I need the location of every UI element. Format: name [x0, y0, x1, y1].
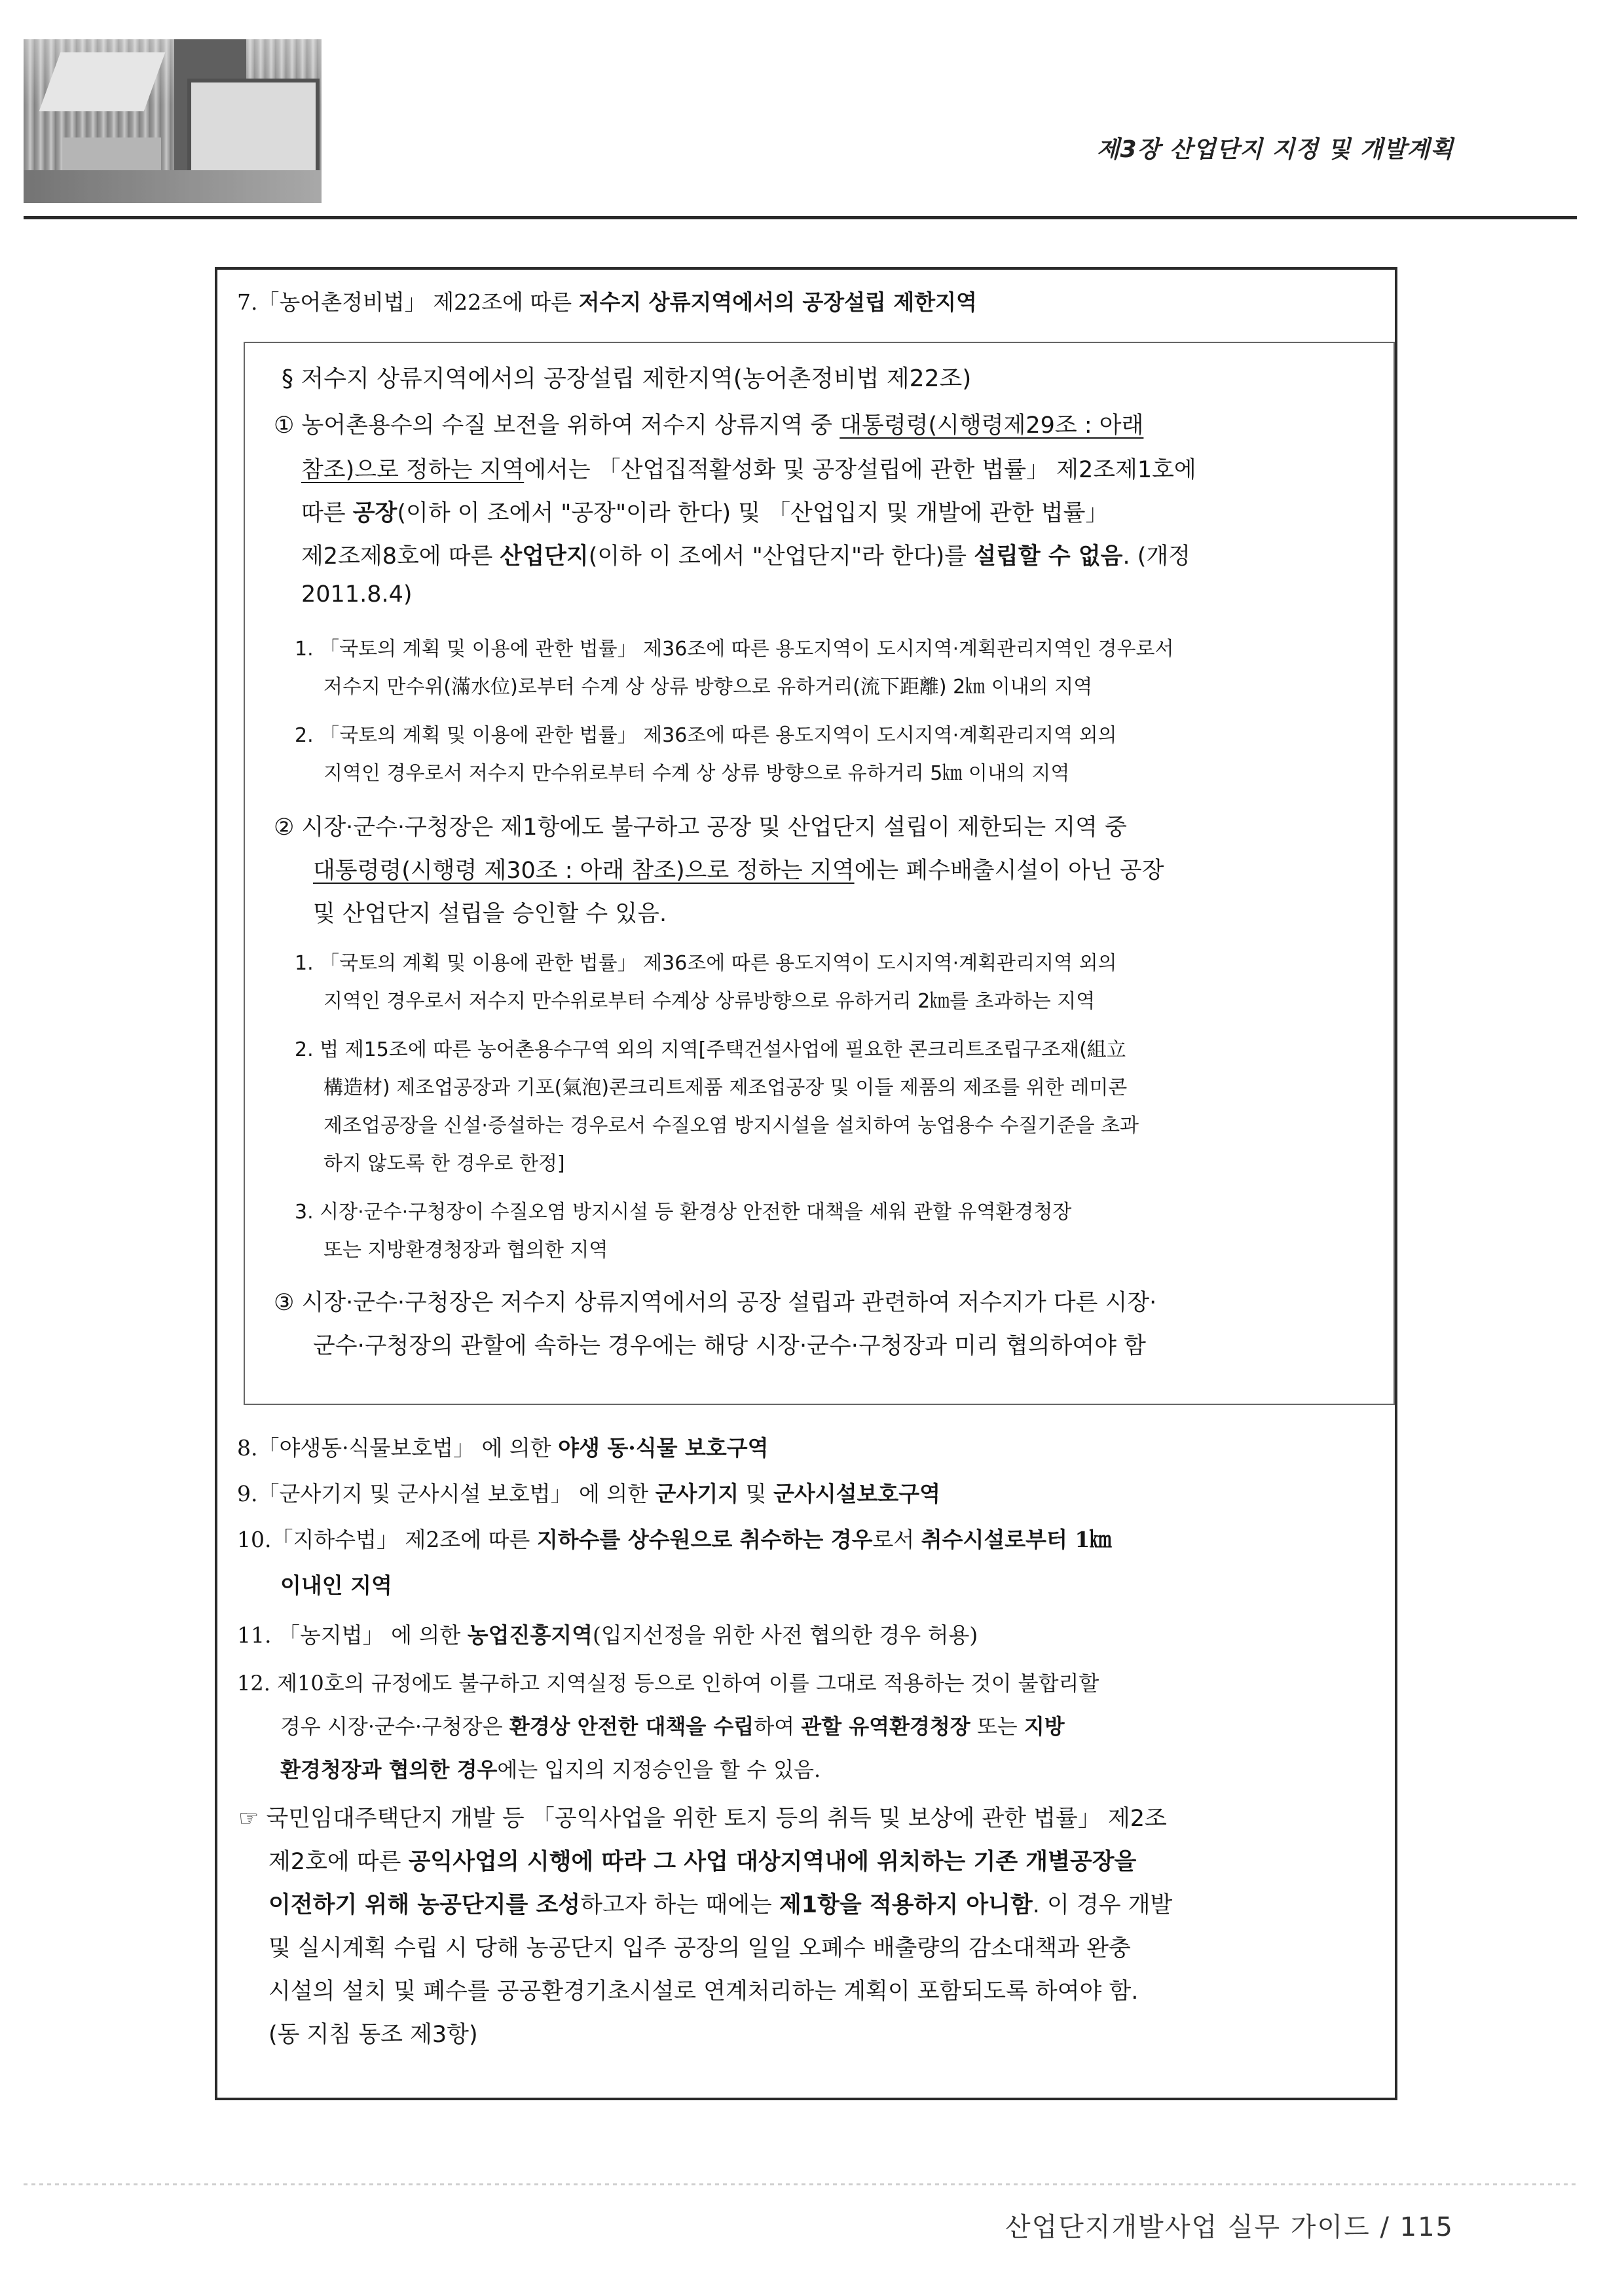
item-9: 9.「군사기지 및 군사시설 보호법」 에 의한 군사기지 및 군사시설보호구역 [237, 1481, 941, 1506]
note-line-5: 시설의 설치 및 폐수를 공공환경기초시설로 연계처리하는 계획이 포함되도록 하여야 함. [268, 1978, 1139, 2005]
para-2-sub-2-line-4: 하지 않도록 한 경우로 한정] [323, 1152, 565, 1175]
para-2-sub-2-line-3: 제조업공장을 신설·증설하는 경우로서 수질오염 방지시설을 설치하여 농업용수 수질기준을 초과 [323, 1114, 1139, 1137]
para-1-line-4: 제2조제8호에 따른 산업단지(이하 이 조에서 "산업단지"라 한다)를 설립할 수 없음. (개정 [301, 543, 1190, 570]
note-line-4: 및 실시계획 수립 시 당해 농공단지 입주 공장의 일일 오폐수 배출량의 감소대책과 완충 [268, 1935, 1131, 1961]
para-2-sub-2-line-1: 2. 법 제15조에 따른 농어촌용수구역 외의 지역[주택건설사업에 필요한 콘크리트조립구조재(組立 [295, 1038, 1126, 1061]
underlined-text: 대통령령(시행령제29조 : 아래 [840, 412, 1144, 439]
para-2-sub-3-line-1: 3. 시장·군수·구청장이 수질오염 방지시설 등 환경상 안전한 대책을 세워 관할 유역환경청장 [295, 1201, 1072, 1224]
para-2-sub-3-line-2: 또는 지방환경청장과 협의한 지역 [323, 1239, 608, 1262]
note-line-1: ☞ 국민임대주택단지 개발 등 「공익사업을 위한 토지 등의 취득 및 보상에 관한 법률」 제2조 [238, 1806, 1167, 1832]
pointing-hand-icon: ☞ [238, 1806, 259, 1832]
para-1-line-1: ① 농어촌용수의 수질 보전을 위하여 저수지 상류지역 중 대통령령(시행령제29조 : 아래 [274, 412, 1144, 439]
para-1-sub-1-line-1: 1. 「국토의 계획 및 이용에 관한 법률」 제36조에 따른 용도지역이 도시지역·계획관리지역인 경우로서 [295, 638, 1174, 661]
para-1-line-5: 2011.8.4) [301, 581, 413, 608]
para-1-sub-2-line-1: 2. 「국토의 계획 및 이용에 관한 법률」 제36조에 따른 용도지역이 도시지역·계획관리지역 외의 [295, 724, 1117, 747]
para-1-sub-2-line-2: 지역인 경우로서 저수지 만수위로부터 수계 상 상류 방향으로 유하거리 5㎞ 이내의 지역 [323, 762, 1070, 785]
underlined-text: 대통령령(시행령 제30조 : 아래 참조)으로 정하는 지역 [313, 858, 855, 884]
chapter-title: 제3장 산업단지 지정 및 개발계획 [1096, 136, 1454, 163]
footer-divider [24, 2183, 1577, 2185]
item-12-line-3: 환경청장과 협의한 경우에는 입지의 지정승인을 할 수 있음. [280, 1757, 821, 1782]
item-10-line-1: 10.「지하수법」 제2조에 따른 지하수를 상수원으로 취수하는 경우로서 취수시설로부터 1㎞ [237, 1527, 1112, 1552]
item-text: 「농어촌정비법」 제22조에 따른 [257, 289, 579, 315]
para-1-line-3: 따른 공장(이하 이 조에서 "공장"이라 한다) 및 「산업입지 및 개발에 관한 법률」 [301, 500, 1109, 526]
item-10-line-2: 이내인 지역 [280, 1573, 392, 1598]
para-2-line-3: 및 산업단지 설립을 승인할 수 있음. [313, 901, 667, 927]
header-divider [24, 216, 1577, 219]
para-2-sub-2-line-2: 構造材) 제조업공장과 기포(氣泡)콘크리트제품 제조업공장 및 이들 제품의 제조를 위한 레미콘 [323, 1076, 1128, 1099]
underlined-text: 참조)으로 정하는 지역 [301, 457, 525, 483]
item-12-line-1: 12. 제10호의 규정에도 불구하고 지역실정 등으로 인하여 이를 그대로 적용하는 것이 불합리할 [237, 1671, 1099, 1696]
para-1-line-2: 참조)으로 정하는 지역에서는 「산업집적활성화 및 공장설립에 관한 법률」 제2조제1호에 [301, 457, 1196, 483]
note-line-6: (동 지침 동조 제3항) [268, 2022, 478, 2048]
item-12-line-2: 경우 시장·군수·구청장은 환경상 안전한 대책을 수립하여 관할 유역환경청장 또는 지방 [280, 1714, 1065, 1739]
page-footer: 산업단지개발사업 실무 가이드 / 115 [1005, 2212, 1454, 2242]
para-marker: ③ [274, 1290, 295, 1316]
para-1-sub-1-line-2: 저수지 만수위(滿水位)로부터 수계 상 상류 방향으로 유하거리(流下距離) 2㎞ 이내의 지역 [323, 676, 1093, 699]
para-2-line-1: ② 시장·군수·구청장은 제1항에도 불구하고 공장 및 산업단지 설립이 제한되는 지역 중 [274, 814, 1127, 841]
item-7 [237, 285, 977, 316]
item-8: 8.「야생동·식물보호법」 에 의한 야생 동·식물 보호구역 [237, 1435, 769, 1461]
item-number: 7. [237, 289, 258, 315]
para-marker: ① [274, 412, 295, 439]
para-2-line-2: 대통령령(시행령 제30조 : 아래 참조)으로 정하는 지역에는 폐수배출시설이 아닌 공장 [313, 858, 1164, 884]
para-2-sub-1-line-1: 1. 「국토의 계획 및 이용에 관한 법률」 제36조에 따른 용도지역이 도시지역·계획관리지역 외의 [295, 952, 1117, 975]
law-excerpt-title: § 저수지 상류지역에서의 공장설립 제한지역(농어촌정비법 제22조) [282, 365, 972, 392]
para-marker: ② [274, 814, 295, 841]
para-2-sub-1-line-2: 지역인 경우로서 저수지 만수위로부터 수계상 상류방향으로 유하거리 2㎞를 초과하는 지역 [323, 990, 1096, 1013]
item-11: 11. 「농지법」 에 의한 농업진흥지역(입지선정을 위한 사전 협의한 경우 허용) [237, 1622, 978, 1648]
note-line-2: 제2호에 따른 공익사업의 시행에 따라 그 사업 대상지역내에 위치하는 기존 개별공장을 [268, 1849, 1137, 1875]
chapter-header-image [24, 39, 322, 203]
item-emphasis: 저수지 상류지역에서의 공장설립 제한지역 [578, 289, 977, 315]
para-3-line-1: ③ 시장·군수·구청장은 저수지 상류지역에서의 공장 설립과 관련하여 저수지가 다른 시장· [274, 1290, 1157, 1316]
para-3-line-2: 군수·구청장의 관할에 속하는 경우에는 해당 시장·군수·구청장과 미리 협의하여야 함 [313, 1333, 1146, 1359]
note-line-3: 이전하기 위해 농공단지를 조성하고자 하는 때에는 제1항을 적용하지 아니함. 이 경우 개발 [268, 1892, 1173, 1918]
